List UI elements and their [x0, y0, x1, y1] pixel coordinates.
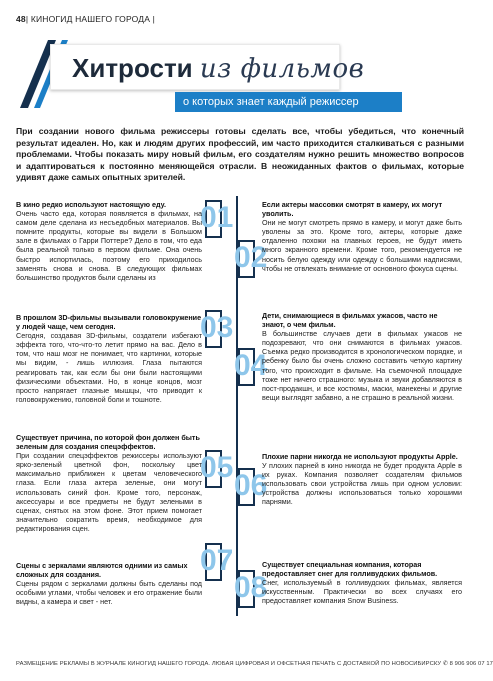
- fact-text: Сцены рядом с зеркалами должны быть сделаны под особыми углами, чтобы человек и его отражение были видны, а камера и свет - нет.: [16, 579, 202, 607]
- fact-heading: Плохие парни никогда не используют продукты Apple.: [262, 452, 458, 461]
- fact-item: [16, 433, 202, 533]
- fact-number: 06: [234, 469, 268, 502]
- fact-item: [262, 311, 462, 402]
- fact-heading: Существует специальная компания, которая предоставляет снег для голливудских фильмов.: [262, 560, 438, 579]
- fact-number: 08: [234, 571, 268, 604]
- fact-number: 01: [200, 201, 234, 234]
- fact-heading: Дети, снимающиеся в фильмах ужасов, часто не знают, о чем фильм.: [262, 311, 438, 330]
- page-footer: [16, 661, 493, 667]
- fact-heading: Существует причина, по которой фон должен быть зеленым для создания спецэффектов.: [16, 433, 200, 452]
- fact-number: 05: [200, 451, 234, 484]
- fact-text: Они не могут смотреть прямо в камеру, и могут даже быть уволены за это. Кроме того, актеры, которые даже отдаленно похожи на главных героев, не будут иметь много экранного времени. Кроме того, рекомендуется не носить белую одежду или одежду с большими надписями, чтобы не отвлекать внимание от основного фокуса сцены.: [262, 218, 462, 273]
- fact-item: [262, 452, 462, 507]
- fact-heading: Если актеры массовки смотрят в камеру, их могут уволить.: [262, 200, 443, 219]
- fact-item: [262, 560, 462, 605]
- page-title: Хитрости из фильмов: [72, 53, 365, 84]
- subtitle-banner: о которых знает каждый режиссер: [175, 92, 402, 112]
- fact-item: [16, 313, 202, 404]
- fact-heading: В кино редко используют настоящую еду.: [16, 200, 167, 209]
- intro-paragraph: При создании нового фильма режиссеры готовы сделать все, чтобы убедиться, что конечный результат идеален. Но, как и людям других профессий, им часто приходится сталкиваться с разными проблемами. Чтобы показать миру новый фильм, его создателям нужно решить множество вопросов и адаптироваться к постоянно меняющейся отрасли. В неожиданных фактов о фильмах, которые удивят даже самых опытных зрителей.: [16, 126, 464, 182]
- page-number: 48: [16, 14, 26, 24]
- fact-number: 02: [234, 241, 268, 274]
- phone-icon: ✆: [442, 661, 448, 667]
- fact-text: При создании спецэффектов режиссеры используют ярко-зеленый цветной фон, поскольку цвет максимально приближен к цветам человеческого глаза. Если глаза актера зеленые, они могут использовать синий фон. Кроме того, персонаж, аксессуары и все предметы не будут зелеными в сценах, снятых на этом фоне. Этот прием помогает значительно сократить время, необходимое для редактирования сцен.: [16, 451, 202, 533]
- fact-text: У плохих парней в кино никогда не будет продукта Apple в их руках. Компания позволяет создателям фильмов использовать свои устройства лишь при одном условии: устройства должны использоваться только хорошими парнями.: [262, 461, 462, 507]
- fact-text: В большинстве случаев дети в фильмах ужасов не подозревают, что они снимаются в фильмах ужасов. Съемка редко производится в хронологическом порядке, и ребенку было бы очень сложно составить четкую картину того, что происходит в фильме. На съемочной площадке тоже нет ничего страшного: музыка и звуки добавляются в пост-продакшн, и все костюмы, маски, манекены и другие вещи выглядят забавно, а не страшно в реальной жизни.: [262, 329, 462, 402]
- magazine-name: КИНОГИД НАШЕГО ГОРОДА: [30, 14, 151, 24]
- page-header: 48| КИНОГИД НАШЕГО ГОРОДА |: [16, 14, 156, 24]
- fact-text: Сегодня, создавая 3D-фильмы, создатели избегают эффекта того, что-что-то летит прямо на вас. Дело в том, что наш мозг не понимает, что картинки, которые мы видим, - лишь иллюзия. Глаза пытаются реагировать так, как если бы они были настоящими физическими объектами. Но, в конце концов, мозг просто напрягает глазные мышцы, что приводит к головокружению, головной боли и тошноте.: [16, 331, 202, 404]
- footer-text: РАЗМЕЩЕНИЕ РЕКЛАМЫ В ЖУРНАЛЕ КИНОГИД НАШЕГО ГОРОДА. ЛЮБАЯ ЦИФРОВАЯ И ОФСЕТНАЯ ПЕЧАТЬ С ДОСТАВКОЙ ПО НОВОСИБИРСКУ: [16, 661, 442, 667]
- fact-heading: В прошлом 3D-фильмы вызывали головокружение у людей чаще, чем сегодня.: [16, 313, 202, 332]
- fact-text: Снег, используемый в голливудских фильмах, является искусственным. Практически во всех случаях его предоставляет компания Snow Business.: [262, 578, 462, 606]
- fact-number: 04: [234, 349, 268, 382]
- fact-item: [262, 200, 462, 273]
- footer-phone: 8 906 906 07 17: [449, 661, 493, 667]
- fact-item: [16, 561, 202, 606]
- fact-number: 07: [200, 544, 234, 577]
- fact-heading: Сцены с зеркалами являются одними из самых сложных для создания.: [16, 561, 188, 580]
- fact-item: [16, 200, 202, 282]
- fact-number: 03: [200, 311, 234, 344]
- fact-text: Очень часто еда, которая появляется в фильмах, на самом деле сделана из несъедобных материалов. Вы помните продукты, которые вы видели в Большом зале в фильмах о Гарри Поттере? Дело в том, что еда была реальной только в первом фильме. Она очень быстро испортилась, поэтому его приходилось заменять снова и снова. В следующих фильмах большинство продуктов были сделаны из: [16, 209, 202, 282]
